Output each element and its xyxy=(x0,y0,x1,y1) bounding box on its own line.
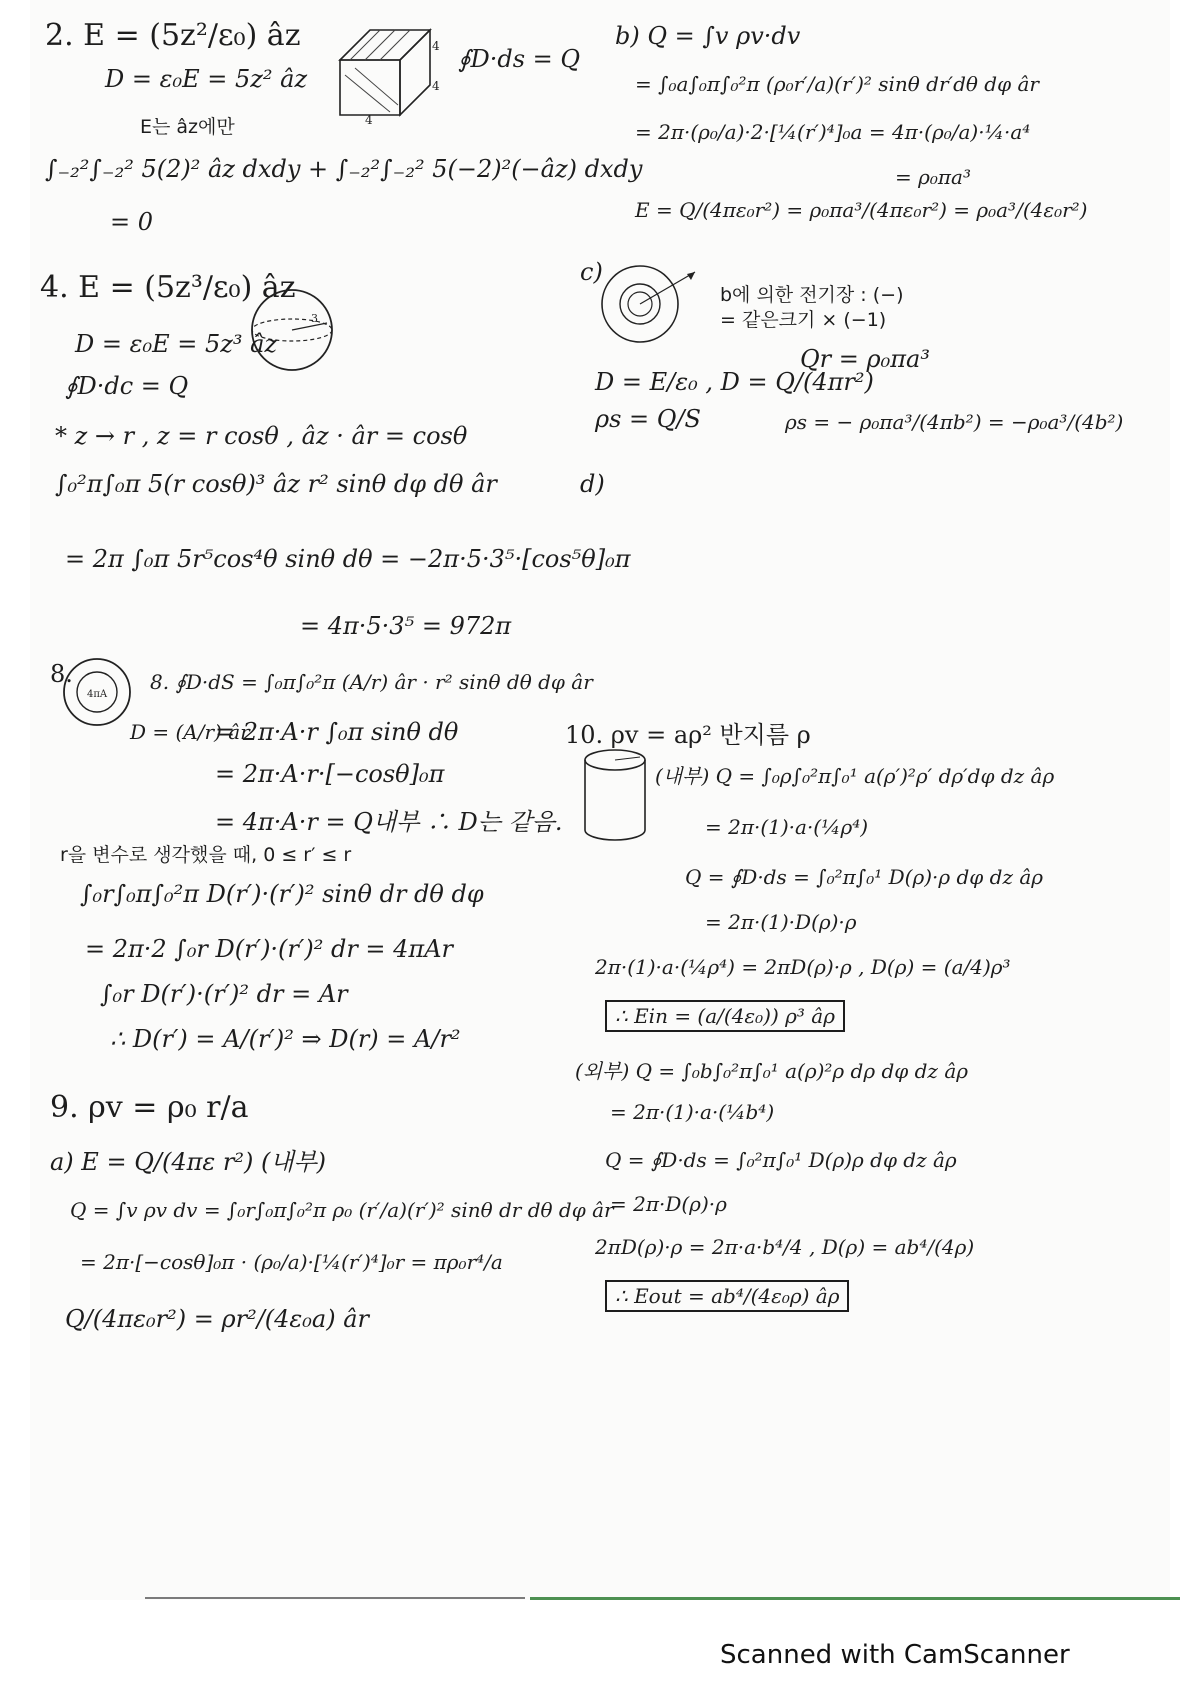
p10-line-8: (외부) Q = ∫₀b∫₀²π∫₀¹ a(ρ)²ρ dρ dφ dz âρ xyxy=(575,1059,969,1083)
cube-sketch-icon xyxy=(320,20,450,125)
svg-text:3: 3 xyxy=(311,312,318,325)
bottom-edge-right xyxy=(530,1597,1180,1600)
p9c-line-4: D = E/ε₀ , D = Q/(4πr²) xyxy=(595,368,874,396)
p10-line-3: = 2π·(1)·a·(¼ρ⁴) xyxy=(705,815,869,839)
svg-text:4: 4 xyxy=(432,79,440,93)
p2-gauss-note: ∮D·ds = Q xyxy=(458,45,581,73)
p2-line-3: E는 âz에만 xyxy=(140,116,235,138)
svg-text:4: 4 xyxy=(432,39,440,53)
p9-line-5: Q/(4πε₀r²) = ρr²/(4ε₀a) âr xyxy=(65,1305,369,1333)
p8-line-3: = 2π·A·r ∫₀π sinθ dθ xyxy=(215,718,459,746)
svg-text:4πA: 4πA xyxy=(87,689,108,700)
p9c-line-3: = 같은크기 × (−1) xyxy=(720,309,887,331)
p2-line-5: ∫₋₂²∫₋₂² 5(2)² âz dxdy + ∫₋₂²∫₋₂² 5(−2)²(−âz) dxdy xyxy=(45,155,643,183)
svg-text:4: 4 xyxy=(365,113,373,125)
left-column xyxy=(30,0,643,1600)
p2-line-6: = 0 xyxy=(110,208,154,236)
p9c-line-5: ρs = Q/S xyxy=(595,405,701,433)
p9c-line-2: b에 의한 전기장 : (−) xyxy=(720,284,904,306)
p8-line-7: ∫₀r∫₀π∫₀²π D(r′)·(r′)² sinθ dr dθ dφ xyxy=(80,880,484,908)
p9c-line-6: Qr = ρ₀πa³ xyxy=(800,345,930,373)
p8-line-6: r을 변수로 생각했을 때, 0 ≤ r′ ≤ r xyxy=(60,844,352,866)
p2-line-1: 2. E = (5z²/ε₀) âz xyxy=(45,18,301,53)
p9-line-2: a) E = Q/(4πε r²) (내부) xyxy=(50,1148,327,1176)
bottom-edge-left xyxy=(145,1597,525,1599)
p4-line-4: * z → r , z = r cosθ , âz · âr = cosθ xyxy=(55,422,468,450)
p10-line-6: 2π·(1)·a·(¼ρ⁴) = 2πD(ρ)·ρ , D(ρ) = (a/4)ρ³ xyxy=(595,955,1011,979)
p8-line-4: = 2π·A·r·[−cosθ]₀π xyxy=(215,760,445,788)
p9b-line-2: = ∫₀a∫₀π∫₀²π (ρ₀r′/a)(r′)² sinθ dr′dθ dφ âr xyxy=(635,72,1039,96)
p8-line-8: = 2π·2 ∫₀r D(r′)·(r′)² dr = 4πAr xyxy=(85,935,454,963)
p9c-label: c) xyxy=(580,258,603,286)
p8-line-2: D = (A/r) âr xyxy=(130,720,250,744)
p8-line-10: ∴ D(r′) = A/(r′)² ⇒ D(r) = A/r² xyxy=(110,1025,461,1053)
p8-line-5: = 4π·A·r = Q내부 ∴ D는 같음. xyxy=(215,808,563,836)
p9b-line-3: = 2π·(ρ₀/a)·2·[¼(r′)⁴]₀a = 4π·(ρ₀/a)·¼·a⁴ xyxy=(635,120,1031,144)
right-column xyxy=(565,0,1170,1600)
p10-line-10: Q = ∮D·ds = ∫₀²π∫₀¹ D(ρ)ρ dφ dz âρ xyxy=(605,1148,957,1172)
p9d-label: d) xyxy=(580,470,605,498)
p4-line-3: ∮D·dc = Q xyxy=(65,372,189,400)
scanner-footer: Scanned with CamScanner xyxy=(720,1640,1070,1670)
p10-line-4: Q = ∮D·ds = ∫₀²π∫₀¹ D(ρ)·ρ dφ dz âρ xyxy=(685,865,1044,889)
p9-line-1: 9. ρv = ρ₀ r/a xyxy=(50,1090,249,1125)
p9b-line-5: E = Q/(4πε₀r²) = ρ₀πa³/(4πε₀r²) = ρ₀a³/(4ε₀r²) xyxy=(635,198,1088,222)
p10-line-7: ∴ Ein = (a/(4ε₀)) ρ³ âρ xyxy=(605,1000,845,1032)
p9-line-4: = 2π·[−cosθ]₀π · (ρ₀/a)·[¼(r′)⁴]₀r = πρ₀r⁴/a xyxy=(80,1250,503,1274)
p8-number: 8. xyxy=(50,660,73,688)
p10-line-12: 2πD(ρ)·ρ = 2π·a·b⁴/4 , D(ρ) = ab⁴/(4ρ) xyxy=(595,1235,975,1259)
p4-line-6: = 2π ∫₀π 5r⁵cos⁴θ sinθ dθ = −2π·5·3⁵·[cos⁵θ]₀π xyxy=(65,545,631,573)
p4-line-5: ∫₀²π∫₀π 5(r cosθ)³ âz r² sinθ dφ dθ âr xyxy=(55,470,497,498)
p10-line-2: (내부) Q = ∫₀ρ∫₀²π∫₀¹ a(ρ′)²ρ′ dρ′dφ dz âρ xyxy=(655,764,1055,788)
p9b-line-4: = ρ₀πa³ xyxy=(895,165,971,189)
p10-line-11: = 2π·D(ρ)·ρ xyxy=(610,1192,727,1216)
cylinder-sketch-icon xyxy=(580,745,650,845)
p9b-line-1: b) Q = ∫v ρv·dv xyxy=(615,22,801,50)
p10-line-9: = 2π·(1)·a·(¼b⁴) xyxy=(610,1100,775,1124)
p4-line-1: 4. E = (5z³/ε₀) âz xyxy=(40,270,296,305)
p8-line-1: 8. ∮D·dS = ∫₀π∫₀²π (A/r) âr · r² sinθ dθ dφ âr xyxy=(150,670,593,694)
p8-line-9: ∫₀r D(r′)·(r′)² dr = Ar xyxy=(100,980,348,1008)
shell-sketch-icon xyxy=(595,262,705,352)
p9c-line-7: ρs = − ρ₀πa³/(4πb²) = −ρ₀a³/(4b²) xyxy=(785,410,1124,434)
p10-line-13: ∴ Eout = ab⁴/(4ε₀ρ) âρ xyxy=(605,1280,849,1312)
p4-line-2: D = ε₀E = 5z³ âz xyxy=(75,330,278,358)
p4-line-7: = 4π·5·3⁵ = 972π xyxy=(300,612,512,640)
p9-line-3: Q = ∫v ρv dv = ∫₀r∫₀π∫₀²π ρ₀ (r′/a)(r′)² sinθ dr dθ dφ âr xyxy=(70,1198,614,1222)
p2-line-2: D = ε₀E = 5z² âz xyxy=(105,65,308,93)
p10-line-1: 10. ρv = aρ² 반지름 ρ xyxy=(565,721,811,749)
p10-line-5: = 2π·(1)·D(ρ)·ρ xyxy=(705,910,857,934)
